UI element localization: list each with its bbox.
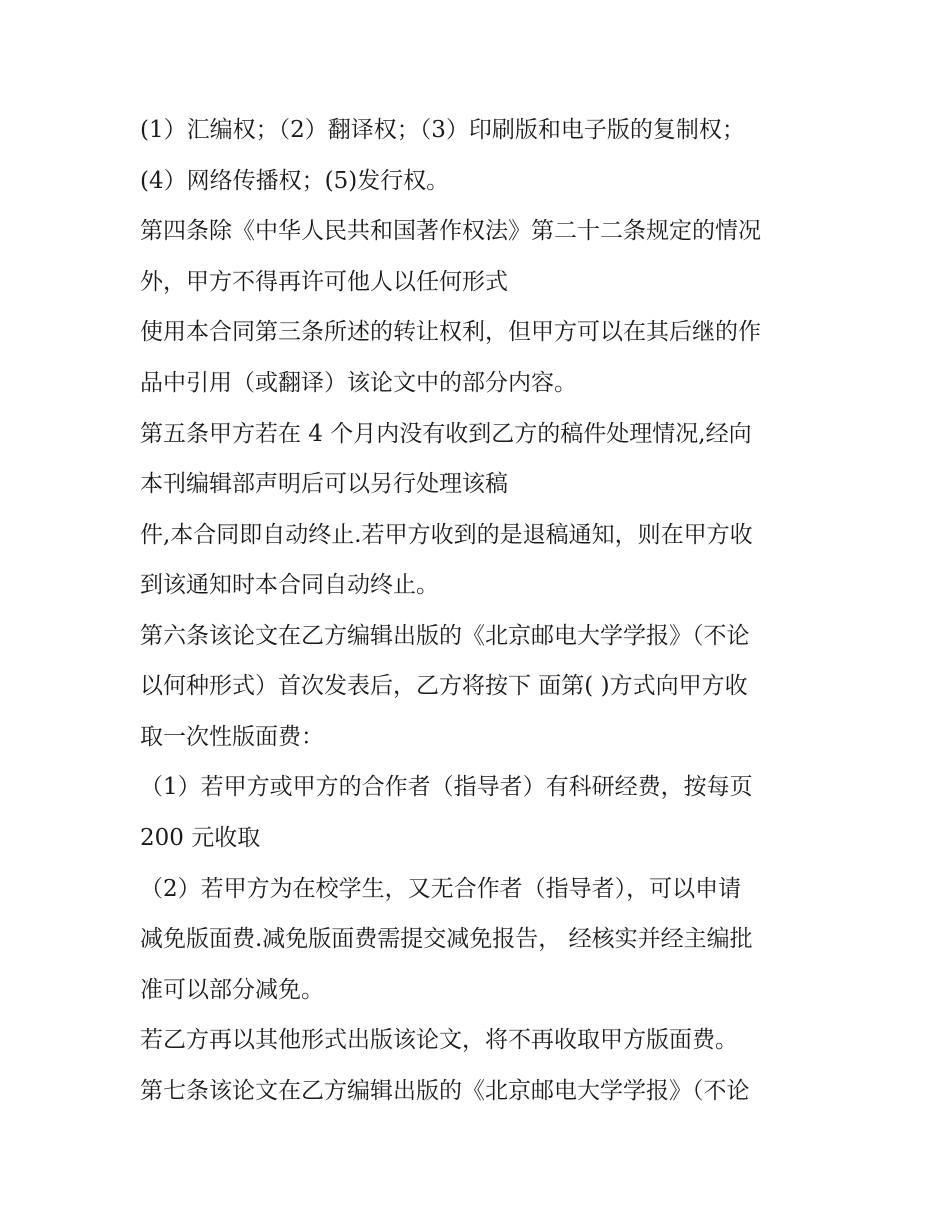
text-line: 以何种形式）首次发表后，乙方将按下 面第( )方式向甲方收 bbox=[140, 673, 748, 699]
text-line: 第四条除《中华人民共和国著作权法》第二十二条规定的情况 bbox=[140, 218, 761, 244]
text-line: (1）汇编权；（2）翻译权；（3）印刷版和电子版的复制权； bbox=[140, 117, 745, 143]
text-line: 本刊编辑部声明后可以另行处理该稿 bbox=[140, 471, 508, 497]
text-line: 减免版面费.减免版面费需提交减免报告， 经核实并经主编批 bbox=[140, 926, 753, 952]
text-line: 若乙方再以其他形式出版该论文，将不再收取甲方版面费。 bbox=[140, 1027, 738, 1053]
text-line: （2）若甲方为在校学生，又无合作者（指导者），可以申请 bbox=[140, 876, 742, 902]
text-line: 件,本合同即自动终止.若甲方收到的是退稿通知，则在甲方收 bbox=[140, 522, 753, 548]
text-line: (4）网络传播权；(5)发行权。 bbox=[140, 168, 450, 194]
text-line: 到该通知时本合同自动终止。 bbox=[140, 572, 439, 598]
text-line: 第六条该论文在乙方编辑出版的《北京邮电大学学报》（不论 bbox=[140, 623, 750, 649]
text-line: （1）若甲方或甲方的合作者（指导者）有科研经费，按每页 bbox=[140, 774, 753, 800]
text-line: 第七条该论文在乙方编辑出版的《北京邮电大学学报》（不论 bbox=[140, 1078, 750, 1104]
text-line: 准可以部分减免。 bbox=[140, 977, 324, 1003]
text-line: 取一次性版面费： bbox=[140, 724, 324, 750]
text-line: 品中引用（或翻译）该论文中的部分内容。 bbox=[140, 370, 577, 396]
text-line: 使用本合同第三条所述的转让权利，但甲方可以在其后继的作 bbox=[140, 319, 761, 345]
text-line: 外，甲方不得再许可他人以任何形式 bbox=[140, 269, 508, 295]
text-line: 第五条甲方若在 4 个月内没有收到乙方的稿件处理情况,经向 bbox=[140, 421, 752, 447]
text-line: 200 元收取 bbox=[140, 825, 261, 851]
